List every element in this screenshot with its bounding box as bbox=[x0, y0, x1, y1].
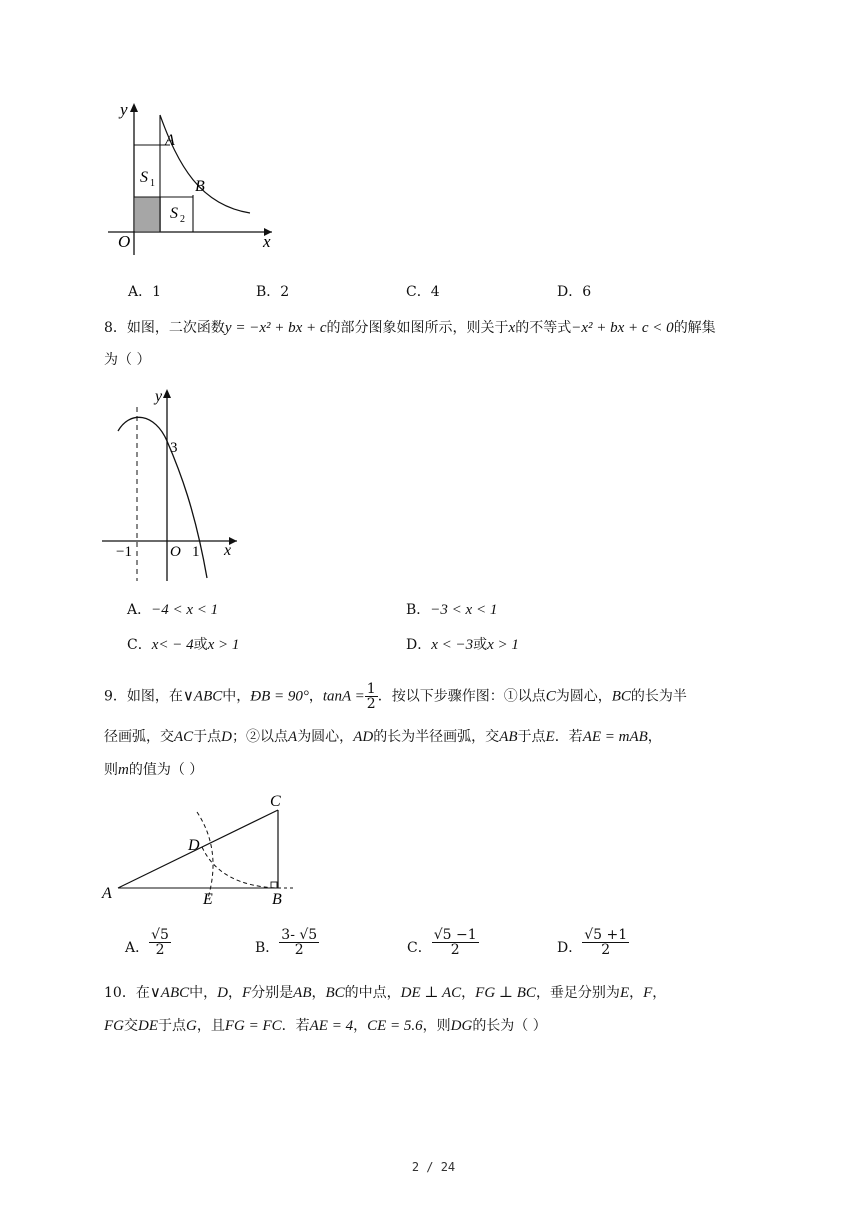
q9-line2-a: 径画弧，交 bbox=[104, 729, 174, 745]
q10-seg-dg: DG bbox=[450, 1018, 473, 1034]
fig9-point-a: A bbox=[102, 885, 112, 902]
q9-text-6: 的长为半 bbox=[630, 688, 687, 705]
q10-line2-e: ， bbox=[353, 1018, 368, 1034]
q10-line2-b: 于点 bbox=[158, 1018, 186, 1034]
q10-seg-de: DE bbox=[138, 1018, 158, 1034]
q10-text-5: ， bbox=[311, 985, 326, 1001]
q9-option-c-fraction bbox=[432, 928, 479, 957]
q10-number: 10．在 bbox=[104, 985, 150, 1001]
q10-line2-a: 交 bbox=[124, 1018, 138, 1034]
q8-function: y = −x² + bx + c bbox=[224, 320, 327, 336]
q10-stem-line2 bbox=[104, 1016, 547, 1036]
q8-option-b-text: −3 < x < 1 bbox=[430, 602, 498, 618]
q9-option-a-fraction bbox=[149, 928, 171, 957]
q10-ce-value: CE = 5.6 bbox=[367, 1018, 423, 1034]
q9-option-b-label: B． bbox=[255, 940, 280, 956]
fig9-point-c: C bbox=[270, 793, 281, 810]
fig8-tick-3: 3 bbox=[170, 440, 178, 456]
q9-line3-a: 则 bbox=[104, 762, 118, 778]
q10-ae-value: AE = 4 bbox=[309, 1018, 354, 1034]
q8-option-b[interactable] bbox=[406, 599, 497, 619]
q10-seg-ab: AB bbox=[293, 985, 312, 1001]
q10-text-4: 分别是 bbox=[251, 985, 294, 1001]
fig8-tick-1: 1 bbox=[192, 544, 200, 560]
fig7-s1-label: S bbox=[140, 169, 148, 186]
q10-text-7: ， bbox=[461, 985, 476, 1001]
q8-option-d-text2: x > 1 bbox=[487, 637, 519, 653]
q8-text-mid2: 的不等式 bbox=[515, 320, 572, 336]
fig8-y-label: y bbox=[155, 388, 163, 405]
q9-point-a: A bbox=[288, 729, 298, 745]
q8-figure bbox=[100, 385, 240, 585]
q9-text-2: 中， bbox=[222, 688, 251, 705]
fig9-point-b: B bbox=[272, 891, 282, 908]
q9-seg-ab: AB bbox=[499, 729, 518, 745]
q9-option-d-fraction bbox=[582, 928, 629, 957]
q10-point-g: G bbox=[186, 1018, 197, 1034]
q8-option-c-or: 或 bbox=[193, 637, 208, 653]
q8-number: 8．如图，二次函数 bbox=[104, 320, 225, 336]
q7-option-a[interactable]: A．1 bbox=[128, 284, 162, 300]
q9-stem-line2 bbox=[104, 727, 662, 747]
q9-var-m: m bbox=[118, 762, 129, 778]
q8-option-d-or: 或 bbox=[473, 637, 488, 653]
q9-option-c-den: 2 bbox=[450, 942, 460, 958]
q9-angle: ÐB = 90° bbox=[250, 688, 309, 705]
q9-line2-g: ．若 bbox=[554, 729, 583, 745]
q9-option-c[interactable] bbox=[407, 928, 479, 957]
q8-stem-line2: 为（ ） bbox=[104, 352, 151, 368]
fig7-origin-label: O bbox=[118, 232, 131, 251]
q9-stem-line1 bbox=[104, 682, 687, 711]
fig7-point-b: B bbox=[195, 178, 205, 195]
fig7-x-label: x bbox=[263, 232, 271, 251]
q10-text-6: 的中点， bbox=[344, 985, 401, 1001]
q8-var: x bbox=[508, 320, 516, 336]
q9-line2-c: ；②以点 bbox=[232, 729, 289, 745]
q9-option-b-num: 3- √5 bbox=[281, 927, 318, 943]
q9-option-a-num: √5 bbox=[151, 927, 169, 943]
q9-option-b[interactable] bbox=[255, 928, 319, 957]
q7-option-b[interactable]: B．2 bbox=[256, 284, 290, 300]
fig9-point-e: E bbox=[203, 891, 213, 908]
q9-option-d-den: 2 bbox=[601, 942, 611, 958]
q9-line2-h: ， bbox=[647, 729, 662, 745]
q7-figure bbox=[100, 95, 285, 260]
q8-option-d[interactable] bbox=[406, 634, 519, 654]
q10-text-2: 中， bbox=[189, 985, 218, 1001]
q9-option-a-den: 2 bbox=[155, 942, 165, 958]
q9-line2-b: 于点 bbox=[193, 729, 222, 745]
q9-triangle: ∨ABC bbox=[182, 688, 223, 705]
q10-fg-perp-bc: FG ⊥ BC bbox=[475, 985, 536, 1001]
q8-text-mid: 的部分图象如图所示，则关于 bbox=[326, 320, 509, 336]
q8-option-a[interactable] bbox=[127, 599, 218, 619]
q9-line2-f: 于点 bbox=[517, 729, 546, 745]
q10-point-d: D bbox=[217, 985, 228, 1001]
q9-tan-lhs: tanA = bbox=[322, 688, 365, 705]
q10-seg-fg: FG bbox=[104, 1018, 124, 1034]
q10-triangle: ∨ABC bbox=[149, 985, 190, 1001]
q9-option-d-label: D． bbox=[557, 940, 583, 956]
fig8-origin-label: O bbox=[170, 544, 181, 560]
q9-tan-num: 1 bbox=[366, 681, 376, 697]
q9-option-c-label: C． bbox=[407, 940, 432, 956]
fig9-point-d: D bbox=[188, 837, 200, 854]
q10-text-8: ，垂足分别为 bbox=[535, 985, 620, 1001]
fig7-point-a: A bbox=[165, 132, 175, 149]
q9-figure bbox=[100, 790, 300, 910]
q9-seg-ad: AD bbox=[353, 729, 374, 745]
q8-option-c-text1: x< − 4 bbox=[151, 637, 194, 653]
q8-stem-line1 bbox=[104, 318, 716, 338]
q7-option-d[interactable]: D．6 bbox=[557, 284, 592, 300]
q8-option-d-text1: x < −3 bbox=[431, 637, 474, 653]
q10-point-e: E bbox=[619, 985, 630, 1001]
fig8-x-label: x bbox=[224, 542, 232, 559]
q9-number: 9．如图，在 bbox=[104, 688, 183, 705]
q9-tan-fraction bbox=[365, 682, 378, 711]
q9-option-d[interactable] bbox=[557, 928, 629, 957]
q8-option-a-text: −4 < x < 1 bbox=[151, 602, 219, 618]
q9-point-d: D bbox=[221, 729, 233, 745]
q10-line2-g: 的长为（ ） bbox=[472, 1018, 547, 1034]
q7-option-c[interactable]: C．4 bbox=[406, 284, 440, 300]
q10-fg-eq-fc: FG = FC bbox=[224, 1018, 282, 1034]
q10-point-f: F bbox=[241, 985, 252, 1001]
fig8-tick-neg1: −1 bbox=[116, 544, 132, 560]
page-number: 2 / 24 bbox=[411, 1160, 456, 1174]
q9-option-a-label: A． bbox=[125, 940, 150, 956]
q8-option-b-label: B． bbox=[406, 602, 431, 618]
fig7-s2-label: S bbox=[170, 205, 178, 222]
q8-inequality: −x² + bx + c < 0 bbox=[571, 320, 674, 336]
q9-stem-line3 bbox=[104, 760, 203, 780]
q8-option-d-label: D． bbox=[406, 637, 432, 653]
q10-seg-bc: BC bbox=[325, 985, 345, 1001]
q9-seg-bc: BC bbox=[611, 688, 631, 705]
q8-option-c[interactable] bbox=[127, 634, 239, 654]
q10-line2-d: ．若 bbox=[281, 1018, 310, 1034]
q9-equation: AE = mAB bbox=[582, 729, 648, 745]
q9-point-e: E bbox=[545, 729, 555, 745]
q9-text-5: 为圆心， bbox=[555, 688, 612, 705]
q9-line2-e: 的长为半径画弧，交 bbox=[373, 729, 500, 745]
q9-option-c-num: √5 −1 bbox=[433, 927, 477, 943]
q9-option-d-num: √5 +1 bbox=[584, 927, 628, 943]
q10-line2-f: ，则 bbox=[422, 1018, 451, 1034]
fig7-s2-sub: 2 bbox=[180, 214, 185, 225]
q9-option-b-fraction bbox=[279, 928, 319, 957]
q10-text-10: ， bbox=[652, 985, 667, 1001]
q10-point-f2: F bbox=[643, 985, 653, 1001]
q9-point-c: C bbox=[545, 688, 556, 705]
q9-seg-ac: AC bbox=[174, 729, 194, 745]
q10-stem-line1 bbox=[104, 983, 666, 1003]
q9-text-3: ， bbox=[308, 688, 323, 705]
fig7-s1-sub: 1 bbox=[150, 178, 155, 189]
q8-option-c-label: C． bbox=[127, 637, 152, 653]
q10-line2-c: ，且 bbox=[196, 1018, 225, 1034]
q10-de-perp-ac: DE ⊥ AC bbox=[400, 985, 462, 1001]
q9-line3-b: 的值为（ ） bbox=[128, 762, 204, 778]
q10-text-3: ， bbox=[227, 985, 242, 1001]
q8-option-c-text2: x > 1 bbox=[207, 637, 240, 653]
q9-option-b-den: 2 bbox=[294, 942, 304, 958]
fig7-y-label: y bbox=[120, 100, 128, 119]
q9-tan-den: 2 bbox=[366, 696, 376, 712]
q10-text-9: ， bbox=[629, 985, 644, 1001]
q8-text-end: 的解集 bbox=[673, 320, 716, 336]
q9-option-a[interactable] bbox=[125, 928, 171, 957]
q9-text-4: ．按以下步骤作图：①以点 bbox=[377, 688, 546, 705]
q8-option-a-label: A． bbox=[127, 602, 152, 618]
q9-line2-d: 为圆心， bbox=[297, 729, 354, 745]
